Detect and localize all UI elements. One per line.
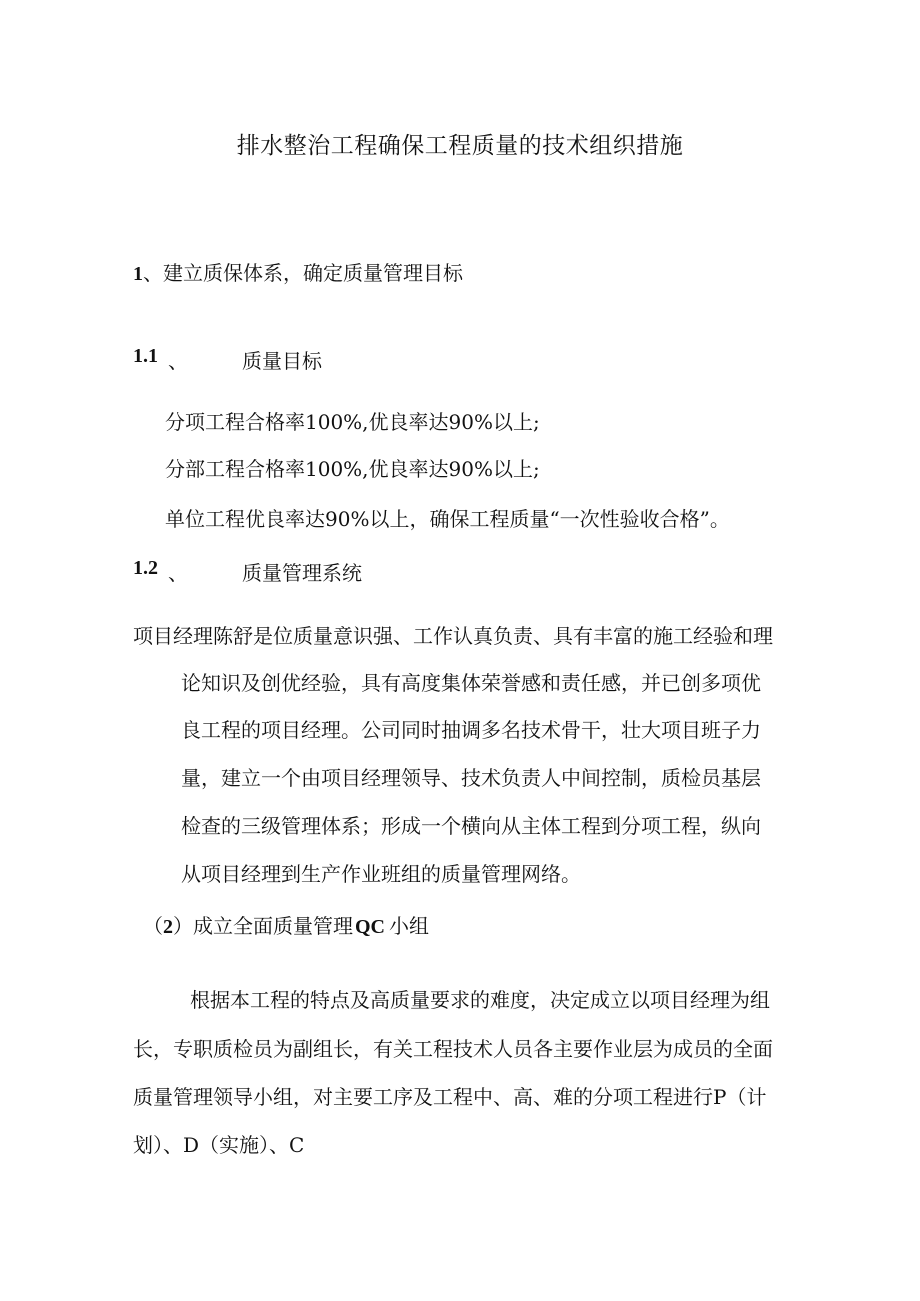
section-2-qc: QC	[355, 916, 385, 938]
section-1-heading	[133, 259, 463, 288]
section-1-text: 、建立质保体系，确定质量管理目标	[143, 261, 463, 285]
section-1-1-separator: 、	[168, 349, 188, 373]
paragraph-line: 良工程的项目经理。公司同时抽调多名技术骨干，壮大项目班子力	[181, 718, 761, 742]
section-2-text-after: 小组	[389, 914, 429, 938]
section-2-number: 2	[163, 916, 173, 938]
paragraph-line: 量，建立一个由项目经理领导、技术负责人中间控制，质检员基层	[181, 766, 761, 790]
quality-target-item: 分部工程合格率100%,优良率达90%以上;	[165, 457, 540, 481]
paragraph-line: 检查的三级管理体系；形成一个横向从主体工程到分项工程，纵向	[181, 814, 761, 838]
section-2-close-paren: ）	[173, 914, 193, 938]
section-2-text: 成立全面质量管理	[193, 914, 353, 938]
paragraph-line: 从项目经理到生产作业班组的质量管理网络。	[181, 862, 581, 886]
quality-target-item: 分项工程合格率100%,优良率达90%以上;	[165, 410, 540, 434]
section-1-2-title: 质量管理系统	[242, 561, 362, 585]
section-1-1-number: 1.1	[133, 345, 158, 367]
section-1-number: 1	[133, 263, 143, 285]
paragraph-line: 质量管理领导小组，对主要工序及工程中、高、难的分项工程进行P（计	[133, 1085, 767, 1109]
section-2-open-paren: （	[143, 914, 163, 938]
section-2-heading	[143, 912, 429, 941]
paragraph-line: 长，专职质检员为副组长，有关工程技术人员各主要作业层为成员的全面	[133, 1037, 773, 1061]
section-1-2-separator: 、	[168, 561, 188, 585]
document-title: 排水整治工程确保工程质量的技术组织措施	[236, 133, 684, 159]
paragraph-line: 论知识及创优经验，具有高度集体荣誉感和责任感，并已创多项优	[181, 671, 761, 695]
paragraph-line: 根据本工程的特点及高质量要求的难度，决定成立以项目经理为组	[190, 988, 770, 1012]
section-1-1-title: 质量目标	[242, 349, 322, 373]
paragraph-line: 项目经理陈舒是位质量意识强、工作认真负责、具有丰富的施工经验和理	[133, 624, 773, 648]
section-1-2-number: 1.2	[133, 557, 158, 579]
paragraph-line: 划）、D（实施）、C	[133, 1133, 305, 1157]
quality-target-item: 单位工程优良率达90%以上，确保工程质量“一次性验收合格”。	[165, 507, 730, 531]
